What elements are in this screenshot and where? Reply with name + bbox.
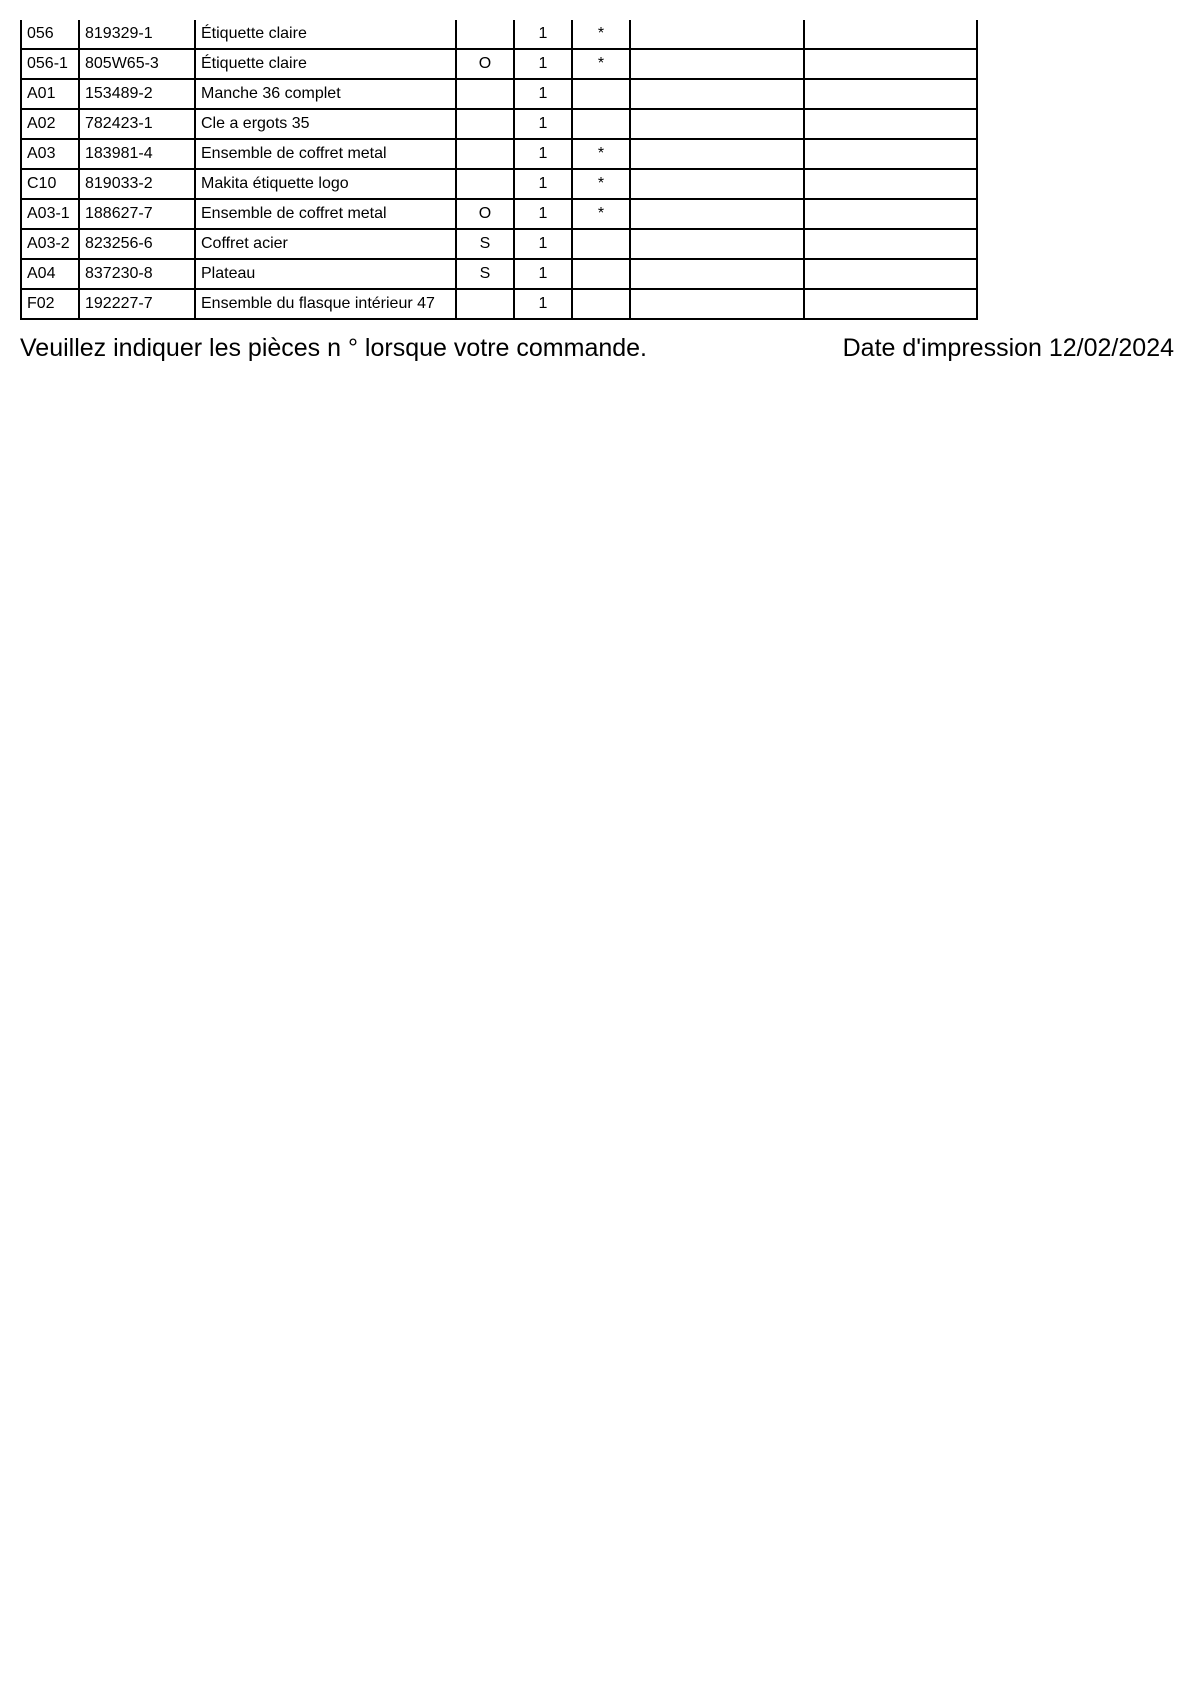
- cell-quantity: 1: [514, 199, 572, 229]
- cell-description: Manche 36 complet: [195, 79, 456, 109]
- cell-extra-1: [630, 109, 804, 139]
- cell-description: Ensemble de coffret metal: [195, 199, 456, 229]
- cell-quantity: 1: [514, 20, 572, 49]
- cell-flag: [456, 139, 514, 169]
- cell-flag: O: [456, 49, 514, 79]
- cell-description: Ensemble du flasque intérieur 47: [195, 289, 456, 319]
- cell-mark: [572, 79, 630, 109]
- cell-mark: [572, 229, 630, 259]
- cell-quantity: 1: [514, 229, 572, 259]
- print-date: Date d'impression 12/02/2024: [842, 334, 1174, 362]
- cell-extra-1: [630, 79, 804, 109]
- cell-mark: *: [572, 49, 630, 79]
- cell-ref: A03-2: [21, 229, 79, 259]
- table-row: [21, 49, 977, 79]
- cell-part-number: 782423-1: [79, 109, 195, 139]
- cell-part-number: 192227-7: [79, 289, 195, 319]
- cell-extra-2: [804, 289, 977, 319]
- cell-part-number: 837230-8: [79, 259, 195, 289]
- cell-ref: 056: [21, 20, 79, 49]
- cell-ref: 056-1: [21, 49, 79, 79]
- cell-ref: A01: [21, 79, 79, 109]
- cell-mark: [572, 259, 630, 289]
- cell-extra-2: [804, 199, 977, 229]
- table-row: [21, 259, 977, 289]
- cell-quantity: 1: [514, 49, 572, 79]
- table-row: [21, 139, 977, 169]
- cell-ref: A04: [21, 259, 79, 289]
- cell-ref: F02: [21, 289, 79, 319]
- cell-quantity: 1: [514, 79, 572, 109]
- cell-mark: [572, 289, 630, 319]
- cell-extra-1: [630, 169, 804, 199]
- cell-part-number: 823256-6: [79, 229, 195, 259]
- cell-extra-1: [630, 49, 804, 79]
- cell-part-number: 805W65-3: [79, 49, 195, 79]
- cell-quantity: 1: [514, 109, 572, 139]
- cell-extra-1: [630, 20, 804, 49]
- parts-table: [20, 20, 978, 320]
- table-row: [21, 79, 977, 109]
- cell-part-number: 153489-2: [79, 79, 195, 109]
- cell-ref: A03-1: [21, 199, 79, 229]
- cell-quantity: 1: [514, 289, 572, 319]
- cell-extra-2: [804, 20, 977, 49]
- cell-description: Étiquette claire: [195, 20, 456, 49]
- cell-mark: [572, 109, 630, 139]
- cell-extra-1: [630, 199, 804, 229]
- cell-extra-1: [630, 289, 804, 319]
- cell-part-number: 188627-7: [79, 199, 195, 229]
- cell-flag: [456, 109, 514, 139]
- cell-extra-2: [804, 229, 977, 259]
- cell-flag: S: [456, 259, 514, 289]
- cell-description: Cle a ergots 35: [195, 109, 456, 139]
- table-row: [21, 20, 977, 49]
- cell-flag: O: [456, 199, 514, 229]
- table-row: [21, 229, 977, 259]
- cell-extra-1: [630, 259, 804, 289]
- cell-quantity: 1: [514, 259, 572, 289]
- cell-mark: *: [572, 169, 630, 199]
- cell-description: Makita étiquette logo: [195, 169, 456, 199]
- parts-table-body: [21, 20, 977, 319]
- cell-extra-2: [804, 169, 977, 199]
- cell-quantity: 1: [514, 139, 572, 169]
- cell-mark: *: [572, 20, 630, 49]
- cell-description: Coffret acier: [195, 229, 456, 259]
- table-row: [21, 109, 977, 139]
- cell-part-number: 819329-1: [79, 20, 195, 49]
- cell-ref: A02: [21, 109, 79, 139]
- table-row: [21, 289, 977, 319]
- cell-description: Plateau: [195, 259, 456, 289]
- cell-flag: [456, 169, 514, 199]
- table-row: [21, 199, 977, 229]
- cell-extra-1: [630, 229, 804, 259]
- cell-mark: *: [572, 199, 630, 229]
- cell-part-number: 183981-4: [79, 139, 195, 169]
- cell-description: Étiquette claire: [195, 49, 456, 79]
- order-instruction-note: Veuillez indiquer les pièces n ° lorsque votre commande.: [20, 334, 648, 362]
- cell-quantity: 1: [514, 169, 572, 199]
- cell-extra-2: [804, 49, 977, 79]
- cell-extra-1: [630, 139, 804, 169]
- table-row: [21, 169, 977, 199]
- cell-description: Ensemble de coffret metal: [195, 139, 456, 169]
- cell-extra-2: [804, 259, 977, 289]
- cell-flag: [456, 79, 514, 109]
- cell-ref: A03: [21, 139, 79, 169]
- cell-part-number: 819033-2: [79, 169, 195, 199]
- cell-mark: *: [572, 139, 630, 169]
- cell-ref: C10: [21, 169, 79, 199]
- cell-flag: S: [456, 229, 514, 259]
- cell-extra-2: [804, 79, 977, 109]
- cell-extra-2: [804, 109, 977, 139]
- cell-extra-2: [804, 139, 977, 169]
- cell-flag: [456, 289, 514, 319]
- cell-flag: [456, 20, 514, 49]
